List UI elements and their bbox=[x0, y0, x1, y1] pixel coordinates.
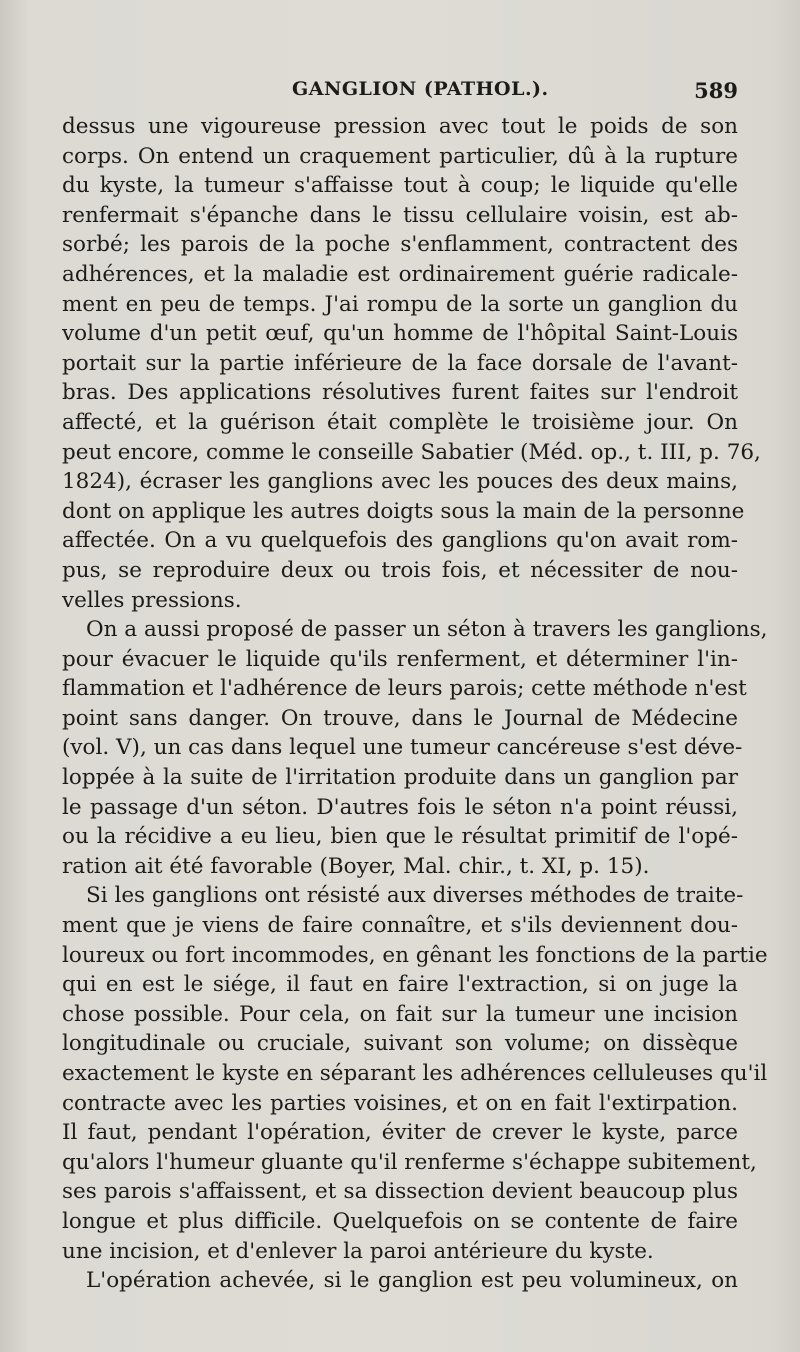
text-line: corps. On entend un craquement particulier, dû à la rupture bbox=[62, 143, 738, 169]
paragraph-first-line: On a aussi proposé de passer un séton à travers les ganglions, bbox=[86, 617, 768, 643]
text-line: loureux ou fort incommodes, en gênant les fonctions de la partie bbox=[62, 942, 768, 968]
text-line: (vol. V), un cas dans lequel une tumeur cancéreuse s'est déve- bbox=[62, 735, 743, 761]
text-line: Il faut, pendant l'opération, éviter de crever le kyste, parce bbox=[62, 1120, 738, 1146]
text-line: dessus une vigoureuse pression avec tout le poids de son bbox=[62, 114, 738, 139]
text-line: chose possible. Pour cela, on fait sur la tumeur une incision bbox=[62, 1001, 738, 1027]
text-line: dont on applique les autres doigts sous la main de la personne bbox=[62, 498, 745, 524]
text-line: sorbé; les parois de la poche s'enflamment, contractent des bbox=[62, 232, 738, 258]
text-line: peut encore, comme le conseille Sabatier (Méd. op., t. III, p. 76, bbox=[62, 439, 761, 465]
text-line: loppée à la suite de l'irritation produite dans un ganglion par bbox=[62, 765, 738, 791]
page-number: 589 bbox=[694, 78, 738, 103]
paragraph-first-line: L'opération achevée, si le ganglion est peu volumineux, on bbox=[86, 1268, 738, 1294]
text-line: ment que je viens de faire connaître, et s'ils deviennent dou- bbox=[62, 913, 738, 939]
text-line: ment en peu de temps. J'ai rompu de la sorte un ganglion du bbox=[62, 291, 738, 317]
running-head: GANGLION (PATHOL.). bbox=[292, 78, 549, 100]
text-line: affectée. On a vu quelquefois des ganglions qu'on avait rom- bbox=[62, 528, 738, 554]
text-line: qui en est le siége, il faut en faire l'extraction, si on juge la bbox=[62, 972, 738, 998]
text-line: longue et plus difficile. Quelquefois on se contente de faire bbox=[62, 1208, 738, 1234]
text-line: point sans danger. On trouve, dans le Journal de Médecine bbox=[62, 705, 738, 731]
text-line: affecté, et la guérison était complète le troisième jour. On bbox=[62, 409, 738, 435]
text-line: volume d'un petit œuf, qu'un homme de l'hôpital Saint-Louis bbox=[62, 321, 738, 347]
text-line: ses parois s'affaissent, et sa dissection devient beaucoup plus bbox=[62, 1179, 738, 1205]
text-line: adhérences, et la maladie est ordinairement guérie radicale- bbox=[62, 261, 738, 287]
text-line: velles pressions. bbox=[62, 587, 242, 613]
text-line: longitudinale ou cruciale, suivant son volume; on dissèque bbox=[62, 1031, 738, 1057]
text-line: exactement le kyste en séparant les adhérences celluleuses qu'il bbox=[62, 1061, 768, 1086]
text-line: contracte avec les parties voisines, et on en fait l'extirpation. bbox=[62, 1090, 738, 1116]
text-line: pour évacuer le liquide qu'ils renferment, et déterminer l'in- bbox=[62, 646, 738, 672]
text-line: le passage d'un séton. D'autres fois le séton n'a point réussi, bbox=[62, 794, 738, 820]
text-line: qu'alors l'humeur gluante qu'il renferme s'échappe subitement, bbox=[62, 1149, 757, 1175]
text-line: bras. Des applications résolutives furent faites sur l'endroit bbox=[62, 380, 738, 406]
text-line: pus, se reproduire deux ou trois fois, et nécessiter de nou- bbox=[62, 557, 738, 583]
text-line: renfermait s'épanche dans le tissu cellulaire voisin, est ab- bbox=[62, 202, 738, 228]
paragraph-first-line: Si les ganglions ont résisté aux diverses méthodes de traite- bbox=[86, 883, 744, 909]
text-line: 1824), écraser les ganglions avec les pouces des deux mains, bbox=[62, 469, 738, 495]
text-line: portait sur la partie inférieure de la face dorsale de l'avant- bbox=[62, 350, 738, 376]
text-line: ration ait été favorable (Boyer, Mal. chir., t. XI, p. 15). bbox=[62, 853, 650, 879]
text-line: ou la récidive a eu lieu, bien que le résultat primitif de l'opé- bbox=[62, 824, 738, 850]
text-line: une incision, et d'enlever la paroi antérieure du kyste. bbox=[62, 1238, 654, 1264]
page-header bbox=[62, 78, 738, 108]
text-line: du kyste, la tumeur s'affaisse tout à coup; le liquide qu'elle bbox=[62, 173, 738, 199]
text-line: flammation et l'adhérence de leurs parois; cette méthode n'est bbox=[62, 676, 747, 702]
body-text bbox=[62, 112, 768, 1296]
